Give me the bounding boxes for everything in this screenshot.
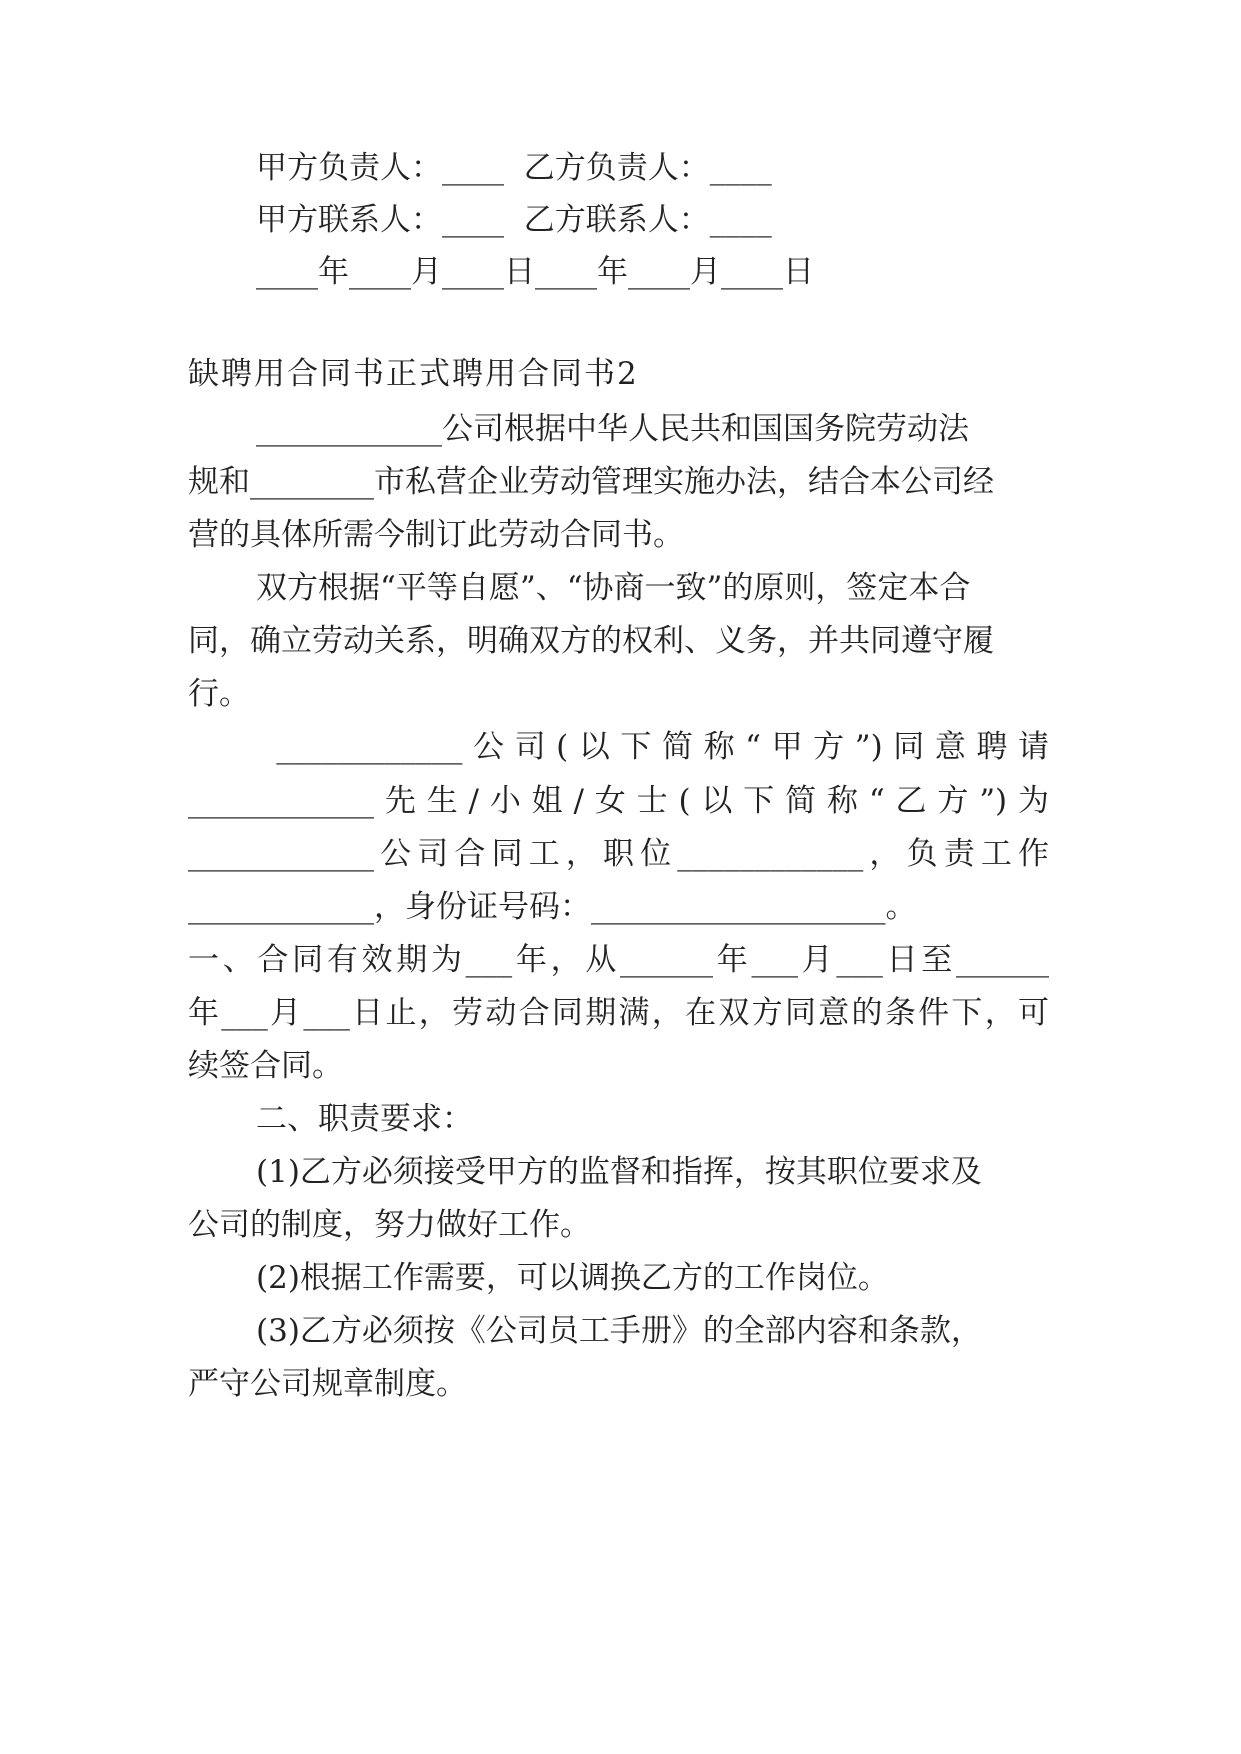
preamble-line-2: 规和________市私营企业劳动管理实施办法，结合本公司经 bbox=[188, 464, 994, 500]
parties-line-4: ____________，身份证号码：___________________。 bbox=[188, 889, 917, 925]
parties-line-2: ____________先生/小姐/女士(以下简称“乙方”)为 bbox=[188, 783, 1049, 819]
clause2-item1-line-2: 公司的制度，努力做好工作。 bbox=[188, 1207, 591, 1243]
signature-contact-line: 甲方联系人：____ 乙方联系人：____ bbox=[256, 202, 772, 238]
clause2-item2: (2)根据工作需要，可以调换乙方的工作岗位。 bbox=[256, 1260, 889, 1296]
clause1-line-2: 年___月___日止，劳动合同期满，在双方同意的条件下，可 bbox=[188, 995, 1049, 1031]
clause1-line-1: 一、合同有效期为___年，从______年___月___日至______ bbox=[188, 942, 1049, 978]
preamble-line-1: ____________公司根据中华人民共和国国务院劳动法 bbox=[256, 411, 969, 447]
section-title: 缺聘用合同书正式聘用合同书2 bbox=[188, 356, 639, 392]
signature-date-line: ____年____月____日____年____月____日 bbox=[256, 254, 814, 290]
clause1-line-3: 续签合同。 bbox=[188, 1048, 343, 1084]
principle-line-1: 双方根据“平等自愿”、“协商一致”的原则，签定本合 bbox=[256, 570, 971, 606]
principle-line-3: 行。 bbox=[188, 676, 250, 712]
preamble-line-3: 营的具体所需今制订此劳动合同书。 bbox=[188, 517, 684, 553]
clause2-item3-line-2: 严守公司规章制度。 bbox=[188, 1366, 467, 1402]
parties-line-1: ____________公司(以下简称“甲方”)同意聘请 bbox=[256, 729, 1049, 765]
clause2-item1-line-1: (1)乙方必须接受甲方的监督和指挥，按其职位要求及 bbox=[256, 1154, 982, 1190]
signature-responsible-line: 甲方负责人：____ 乙方负责人：____ bbox=[256, 150, 772, 186]
parties-line-3: ____________公司合同工，职位____________，负责工作 bbox=[188, 836, 1049, 872]
clause2-item3-line-1: (3)乙方必须按《公司员工手册》的全部内容和条款， bbox=[256, 1313, 982, 1349]
clause2-heading: 二、职责要求： bbox=[256, 1101, 473, 1137]
principle-line-2: 同，确立劳动关系，明确双方的权利、义务，并共同遵守履 bbox=[188, 623, 994, 659]
